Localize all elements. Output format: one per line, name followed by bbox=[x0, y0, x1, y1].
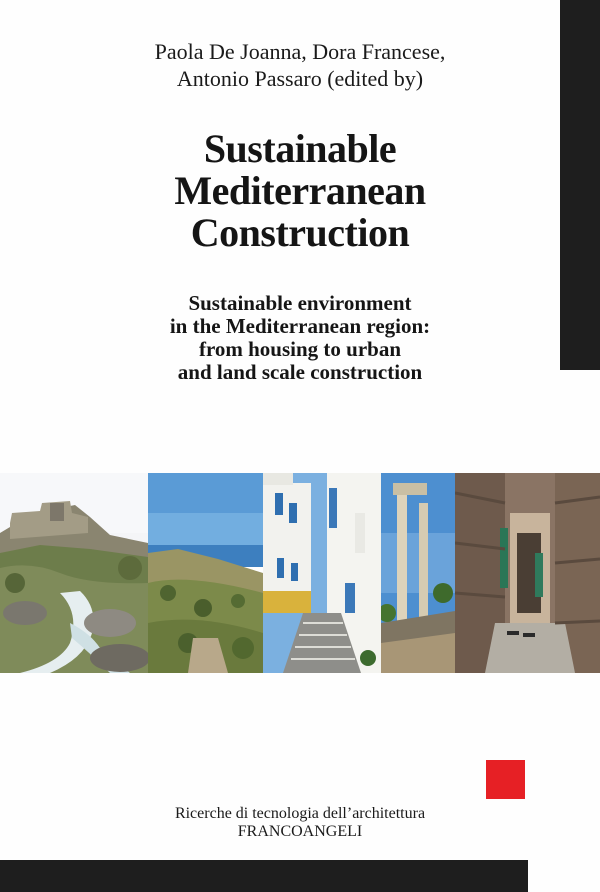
stone-doorway-photo bbox=[455, 473, 600, 673]
publisher-name: FRANCOANGELI bbox=[237, 823, 363, 840]
subtitle-line-1: Sustainable environment bbox=[188, 291, 412, 315]
bottom-bar-decoration bbox=[0, 860, 528, 892]
photo-strip bbox=[0, 473, 600, 673]
title-line-1: Sustainable bbox=[203, 126, 397, 171]
title-line-3: Construction bbox=[190, 210, 410, 255]
authors-line-2: Antonio Passaro (edited by) bbox=[176, 66, 424, 91]
authors-line-1: Paola De Joanna, Dora Francese, bbox=[154, 39, 446, 64]
book-title bbox=[0, 128, 600, 254]
hillside-sea-photo bbox=[148, 473, 263, 673]
title-line-2: Mediterranean bbox=[174, 168, 426, 213]
series-info bbox=[0, 805, 600, 841]
publisher-red-square bbox=[486, 760, 525, 799]
subtitle-line-2: in the Mediterranean region: bbox=[169, 314, 431, 338]
subtitle-line-4: and land scale construction bbox=[177, 360, 423, 384]
authors bbox=[0, 38, 600, 92]
series-name: Ricerche di tecnologia dell’architettura bbox=[174, 805, 426, 822]
book-subtitle bbox=[0, 292, 600, 384]
white-alley-photo bbox=[263, 473, 381, 673]
subtitle-line-3: from housing to urban bbox=[198, 337, 402, 361]
columns-photo bbox=[381, 473, 455, 673]
ruins-stream-photo bbox=[0, 473, 148, 673]
